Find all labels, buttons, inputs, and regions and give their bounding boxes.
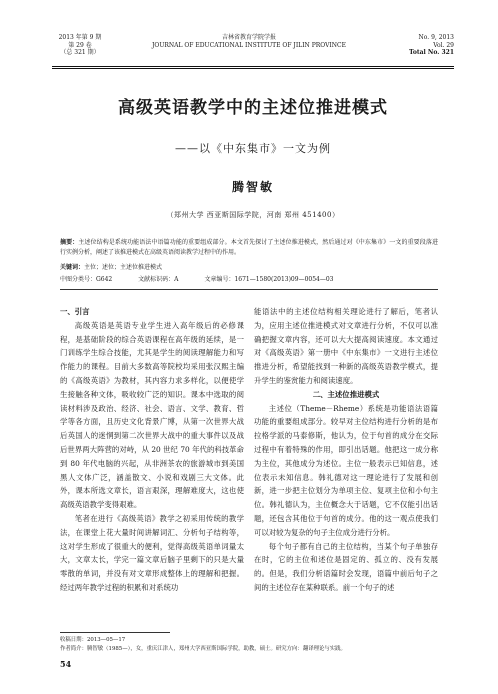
section-heading-theme-rheme: 二、主述位推进模式 [312,389,380,399]
header-rule-thick [52,66,454,67]
journal-name-cn: 吉林省教育学院学报 [221,34,276,41]
article-title: 高级英语教学中的主述位推进模式 [118,98,388,118]
body-column-right [254,305,438,595]
abstract-divider [60,289,438,290]
header-issue-line: 2013 年第 9 期 [58,34,102,41]
running-header-volume [374,34,454,57]
running-header-issue [52,34,108,57]
article-author: 腾智敏 [231,180,274,194]
header-volume-line: 第 29 卷 [68,41,92,49]
header-number-en: No. 9, 2013 [418,34,454,41]
body-paragraph: 主述位（Theme－Rheme）系统是功能语法语篇功能的重要组成部分。较早对主位结构进行分析的是布拉格学派的马泰修斯，他认为，位于句首的成分在交际过程中有着特殊的作用，即引出话题。他把这一成分称为主位，其他成分为述位。主位一般表示已知信息，述位表示未知信息。韩礼德对这一理论进行了发展和创新，进一步把主位划分为单项主位、复项主位和小句主位。韩礼德认为，主位概念大于话题，它不仅能引出话题，还包含其他位于句首的成分。他的这一观点使我们可以对较为复杂的句子主位成分进行分析。 [254,403,438,537]
keywords-label: 关键词： [60,264,85,271]
body-column-left [60,305,244,595]
body-paragraph: 每个句子都有自己的主位结构，当某个句子单独存在时，它的主位和述位是固定的、孤立的、没有发展的。但是，我们分析语篇时会发现，语篇中前后句子之间的主述位存在某种联系。前一个句子的述 [254,541,438,592]
header-total-en: Total No. 321 [409,49,454,56]
body-paragraph: 高级英语是英语专业学生进入高年级后的必修课程，是基础阶段的综合英语课程在高年级的延续，是一门训练学生综合技能，尤其是学生的阅读理解能力和写作能力的课程。目前大多数高等院校均采用张汉熙主编的《高级英语》为教材，其内容力求多样化，以便使学生接触各种文体，吸收较广泛的知识。课本中选取的阅读材料涉及政治、经济、社会、语言、文学、教育、哲学等各方面，且历史文化背景广博，从第一次世界大战后英国人的迷惘到第二次世界大战中的重大事件以及战后世界两大阵营的对峙，从 20 世纪 70 年代的科技革命到 80 年代电脑的兴起，从非洲茶农的旅游城市到美国黑人文体广泛，涵盖散文、小说和戏剧三大文体。此外，课本所选文章长，语言艰深，理解难度大，这也使高级英语教学变得艰难。 [60,320,244,510]
body-paragraph-continued: 能语法中的主述位结构相关理论进行了解后，笔者认为，应用主述位推进模式对文章进行分析，不仅可以准确把握文章内容，还可以大大提高阅读速度。本文通过对《高级英语》第一册中《中东集市》一文进行主述位推进分析，希望能找到一种新的高级英语教学模式，提升学生的鉴赏能力和阅读速度。 [254,307,438,385]
keywords-text: 主位；述位；主述位推进模式 [84,264,163,271]
page-number: 54 [60,659,72,669]
abstract [60,238,438,258]
footnote [60,636,346,654]
header-vol-en: Vol. 29 [433,41,454,49]
clc-number: 中图分类号：G642 [60,276,113,283]
article-subtitle: ——以《中东集市》一文为例 [175,142,331,155]
classification-line [60,274,355,283]
journal-name-en: JOURNAL OF EDUCATIONAL INSTITUTE OF JILIN PROVINCE [152,41,346,49]
keywords [60,262,162,271]
running-header-journal [140,34,358,49]
abstract-text: 主述位结构是系统功能语法中语篇功能的重要组成部分。本文首先探讨了主述位推进模式，然后通过对《中东集市》一文的重要段落进行实例分析，阐述了该推进模式在高级英语阅读教学过程中的作用。 [60,239,438,256]
footnote-rule [60,632,170,633]
abstract-label: 摘要： [60,239,79,246]
body-paragraph: 笔者在进行《高级英语》教学之初采用传统的教学法，在课堂上花大量时间讲解词汇、分析句子结构等，这对学生形成了很重大的便利，觉得高级英语单词量太大，文章太长，学完一篇文章后脑子里剩下的只是大量零散的单词，并没有对文章形成整体上的理解和把握。经过两年教学过程的积累和对系统功 [60,513,244,592]
article-number: 文章编号：1671—1580(2013)09—0054—03 [204,276,334,283]
section-heading-intro: 一、引言 [60,307,90,316]
document-code: 文献标识码：A [138,276,179,283]
header-rule-thin [52,68,454,69]
author-affiliation: （郑州大学 西亚斯国际学院，河南 郑州 451400） [166,211,340,219]
received-date: 收稿日期：2013—05—17 [60,637,126,643]
author-bio: 作者简介：腾智敏（1985—），女，重庆江津人，郑州大学西亚斯国际学院，助教，硕士。研究方向：翻译理论与实践。 [60,646,346,652]
header-total-line: （总 321 期） [60,49,100,56]
